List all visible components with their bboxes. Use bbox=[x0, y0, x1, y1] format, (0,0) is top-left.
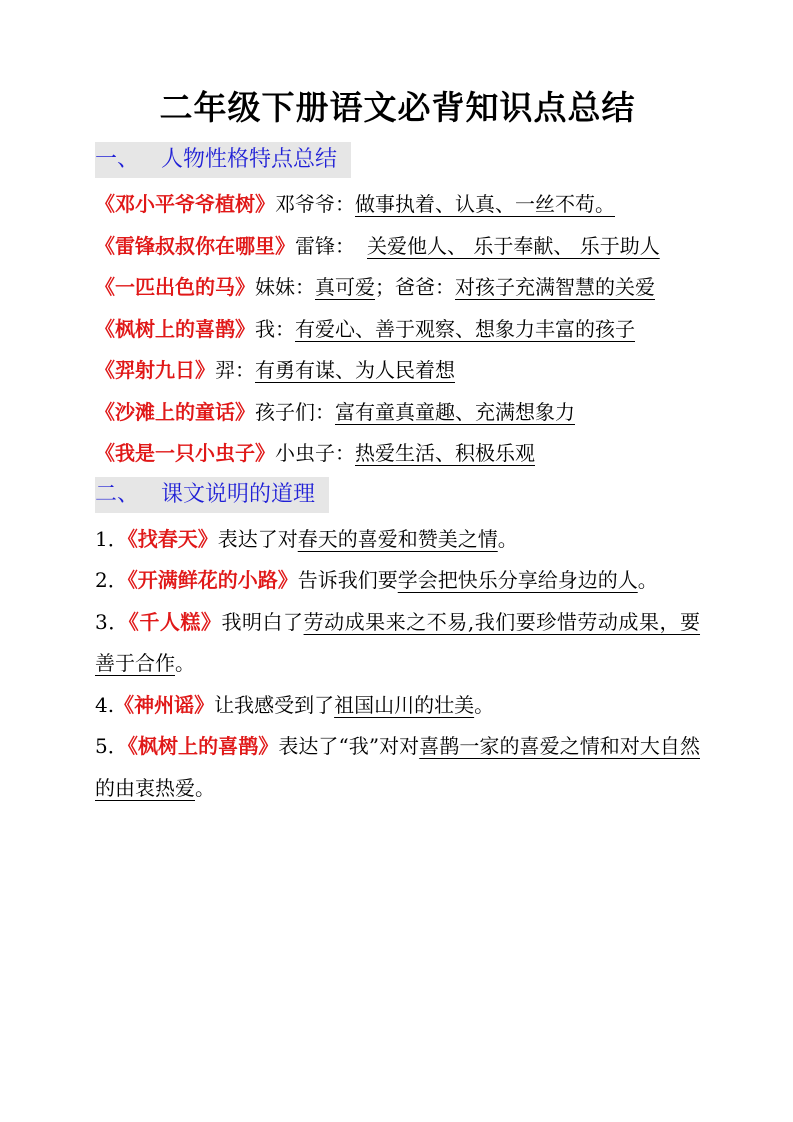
section-title: 课文说明的道理 bbox=[161, 481, 316, 507]
lesson-item bbox=[95, 602, 700, 685]
lesson-key-point: 祖国山川的壮美 bbox=[334, 692, 475, 717]
lesson-title: 《枫树上的喜鹊》 bbox=[127, 734, 279, 758]
character-item bbox=[95, 392, 700, 434]
character-trait: 有爱心、善于观察、想象力丰富的孩子 bbox=[295, 316, 635, 341]
item-number: 5． bbox=[95, 734, 128, 758]
lesson-text: 告诉我们要 bbox=[297, 568, 398, 592]
item-number: 2． bbox=[95, 568, 128, 592]
section-heading-2 bbox=[95, 477, 329, 513]
item-number: 4. bbox=[95, 692, 115, 717]
lesson-end: 。 bbox=[175, 651, 195, 675]
lesson-item bbox=[95, 519, 700, 561]
character-name: 妹妹： bbox=[255, 275, 315, 299]
character-item bbox=[95, 350, 700, 392]
lesson-title: 《羿射九日》 bbox=[95, 358, 215, 382]
lesson-title: 《邓小平爷爷植树》 bbox=[95, 192, 275, 216]
character-item bbox=[95, 433, 700, 475]
lesson-title: 《找春天》 bbox=[127, 526, 218, 551]
character-trait: 对孩子充满智慧的关爱 bbox=[455, 275, 655, 299]
character-trait: 富有童真童趣、充满想象力 bbox=[335, 399, 575, 424]
document-page bbox=[95, 80, 700, 809]
lesson-item bbox=[95, 726, 700, 809]
lesson-title: 《沙滩上的童话》 bbox=[95, 399, 255, 424]
character-name: 邓爷爷： bbox=[275, 192, 355, 216]
item-number: 1． bbox=[95, 526, 128, 551]
lesson-text: 表达了对 bbox=[217, 526, 298, 551]
character-trait: 做事执着、认真、一丝不苟。 bbox=[355, 192, 615, 216]
character-trait: 关爱他人、 乐于奉献、 乐于助人 bbox=[367, 233, 660, 258]
character-name: 小虫子： bbox=[275, 441, 355, 465]
lesson-title: 《一匹出色的马》 bbox=[95, 275, 255, 299]
lesson-title: 《神州谣》 bbox=[114, 692, 215, 717]
character-trait: 有勇有谋、为人民着想 bbox=[255, 358, 455, 382]
lesson-key-point: 劳动成果来之不易,我们要珍惜劳动成果，要善于合作 bbox=[95, 609, 701, 675]
lesson-title: 《千人糕》 bbox=[128, 609, 222, 634]
character-item bbox=[95, 309, 700, 351]
character-item bbox=[95, 184, 700, 226]
lesson-title: 《开满鲜花的小路》 bbox=[127, 568, 298, 592]
section-title: 人物性格特点总结 bbox=[161, 147, 338, 172]
character-separator: ；爸爸： bbox=[375, 275, 455, 299]
page-title: 二年级下册语文必背知识点总结 bbox=[159, 88, 636, 127]
lesson-end: 。 bbox=[497, 526, 518, 551]
character-trait: 热爱生活、积极乐观 bbox=[355, 441, 535, 465]
section-number: 一、 bbox=[95, 147, 140, 172]
character-name: 雷锋： bbox=[295, 233, 355, 258]
lesson-title: 《我是一只小虫子》 bbox=[95, 441, 275, 465]
lesson-end: 。 bbox=[637, 568, 658, 592]
character-name: 孩子们： bbox=[255, 399, 335, 424]
lesson-title: 《雷锋叔叔你在哪里》 bbox=[95, 233, 295, 258]
character-item bbox=[95, 267, 700, 309]
section-number: 二、 bbox=[95, 481, 140, 507]
section-heading-1 bbox=[95, 142, 351, 178]
lesson-text: 让我感受到了 bbox=[214, 692, 335, 717]
lesson-item bbox=[95, 685, 700, 727]
lesson-title: 《枫树上的喜鹊》 bbox=[95, 316, 255, 341]
item-number: 3． bbox=[95, 609, 129, 634]
lesson-item bbox=[95, 560, 700, 602]
character-trait: 真可爱 bbox=[315, 275, 375, 299]
lesson-text: 我明白了 bbox=[221, 609, 304, 634]
lesson-key-point: 春天的喜爱和赞美之情 bbox=[297, 526, 498, 551]
character-name: 我： bbox=[255, 316, 295, 341]
lesson-text: 表达了“我”对对 bbox=[278, 734, 420, 758]
lesson-key-point: 喜鹊一家的喜爱之情和对大自然的由衷热爱 bbox=[95, 734, 700, 800]
lesson-end: 。 bbox=[195, 775, 215, 800]
character-item bbox=[95, 226, 700, 268]
lesson-key-point: 学会把快乐分享给身边的人 bbox=[397, 568, 638, 592]
lesson-end: 。 bbox=[474, 692, 495, 717]
character-name: 羿： bbox=[215, 358, 255, 382]
